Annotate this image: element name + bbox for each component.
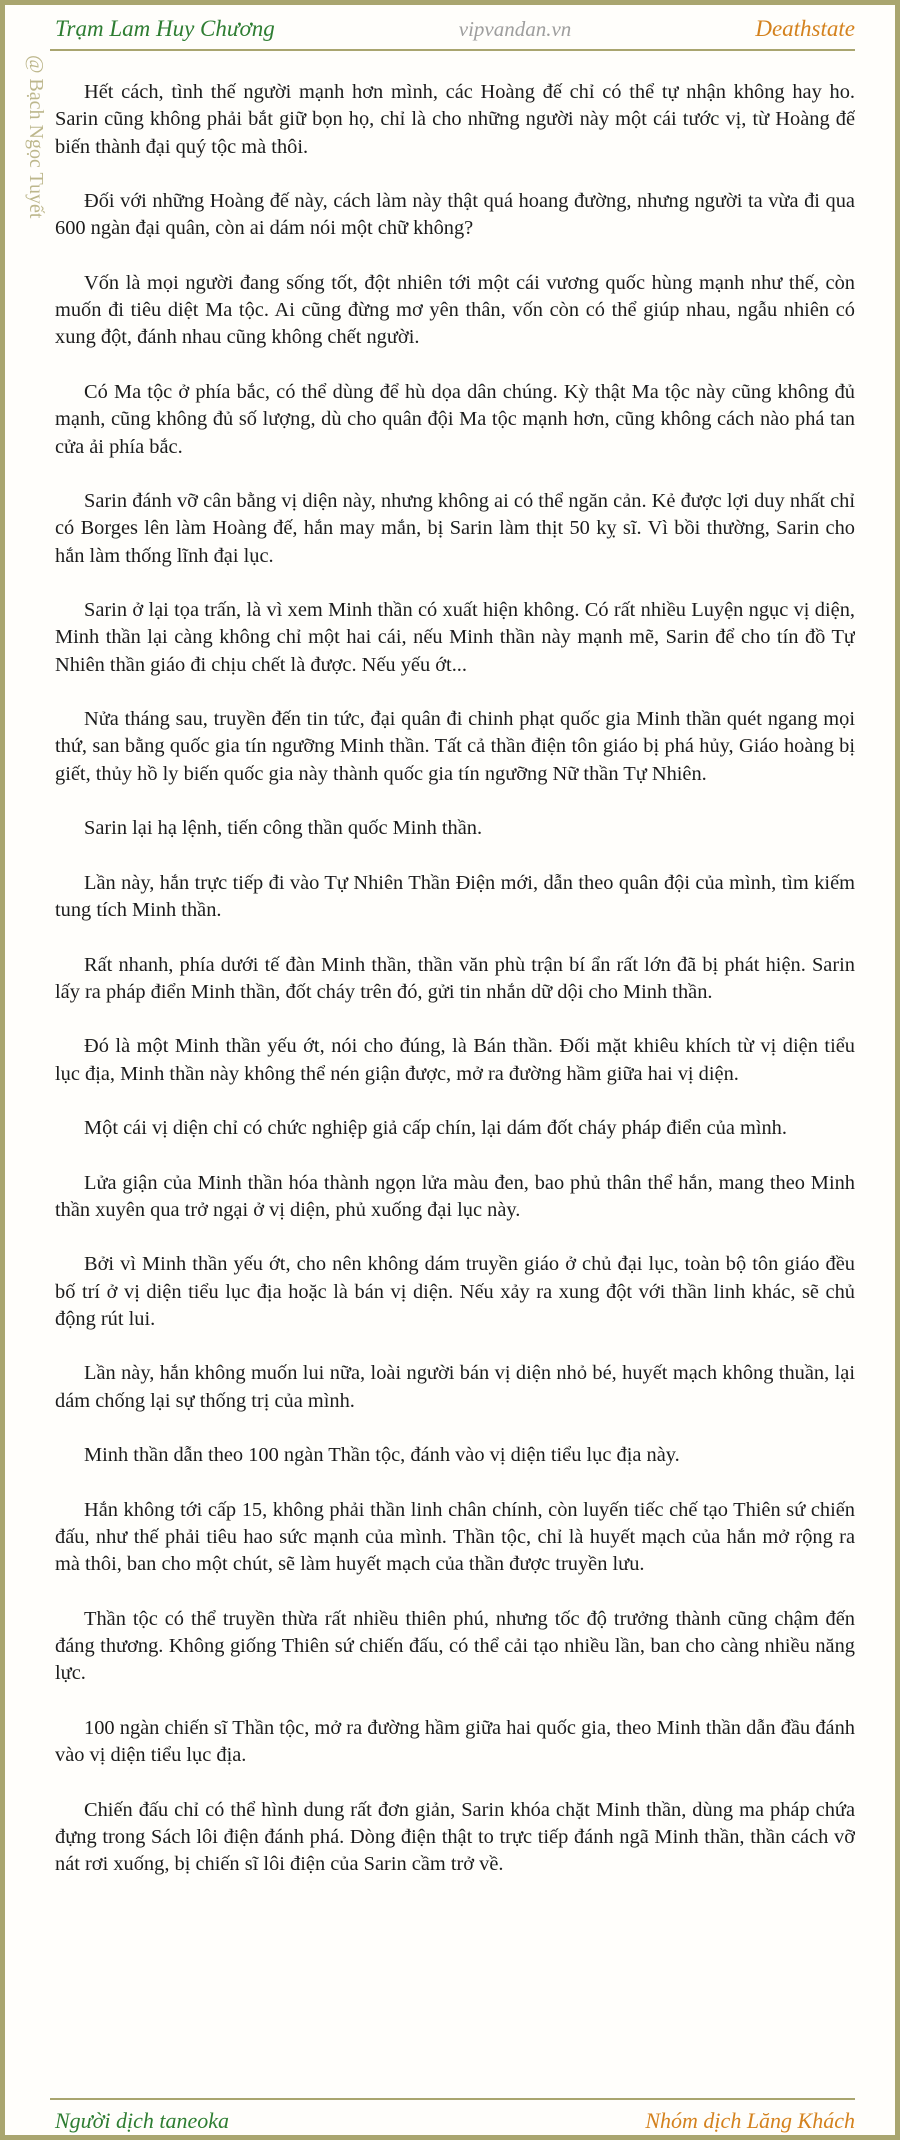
site-name: vipvandan.vn xyxy=(458,16,572,41)
side-watermark: @ Bạch Ngọc Tuyết xyxy=(25,55,47,219)
paragraph-8: Sarin lại hạ lệnh, tiến công thần quốc Minh thần. xyxy=(84,817,483,840)
paragraph-3: Vốn là mọi người đang sống tốt, đột nhiên tới một cái vương quốc hùng mạnh như thế, còn muốn đi tiêu diệt Ma tộc. Ai cũng đừng mơ yên thân, vốn còn có thể giúp nhau, ngẫu nhiên có xung đột, đánh nhau cũng không chết người. xyxy=(55,271,855,349)
translator-credit: Người dịch taneoka xyxy=(55,2108,230,2133)
paragraph-13: Lửa giận của Minh thần hóa thành ngọn lửa màu đen, bao phủ thân thể hắn, mang theo Minh thần xuyên qua trở ngại ở vị diện, phủ xuống đại lục này. xyxy=(55,1171,855,1221)
paragraph-9: Lần này, hắn trực tiếp đi vào Tự Nhiên Thần Điện mới, dẫn theo quân đội của mình, tìm kiếm tung tích Minh thần. xyxy=(55,871,855,922)
paragraph-7: Nửa tháng sau, truyền đến tin tức, đại quân đi chinh phạt quốc gia Minh thần quét ngang mọi thứ, san bằng quốc gia tín ngưỡng Minh thần. Tất cả thần điện tôn giáo bị phá hủy, Giáo hoàng bị giết, thủy hồ ly biến quốc gia này thành quốc gia tín ngưỡng Nữ thần Tự Nhiên. xyxy=(55,708,855,785)
translation-group-credit: Nhóm dịch Lăng Khách xyxy=(645,2108,855,2133)
paragraph-4: Có Ma tộc ở phía bắc, có thể dùng để hù dọa dân chúng. Kỳ thật Ma tộc này cũng không đủ mạnh, cũng không đủ số lượng, dù cho quân đội Ma tộc mạnh hơn, cũng không cách nào phá tan cửa ải phía bắc. xyxy=(55,380,855,458)
paragraph-16: Minh thần dẫn theo 100 ngàn Thần tộc, đánh vào vị diện tiểu lục địa này. xyxy=(84,1444,680,1467)
header-divider xyxy=(50,49,855,51)
paragraph-18: Thần tộc có thể truyền thừa rất nhiều thiên phú, nhưng tốc độ trưởng thành cũng chậm đến đáng thương. Không giống Thiên sứ chiến đấu, có thể cải tạo nhiều lần, ban cho càng nhiều năng lực. xyxy=(55,1607,855,1685)
paragraph-10: Rất nhanh, phía dưới tế đàn Minh thần, thần văn phù trận bí ẩn rất lớn đã bị phát hiện. Sarin lấy ra pháp điển Minh thần, đốt cháy trên đó, gửi tin nhắn dữ dội cho Minh thần. xyxy=(55,953,855,1003)
author-name: Deathstate xyxy=(755,16,855,41)
paragraph-11: Đó là một Minh thần yếu ớt, nói cho đúng, là Bán thần. Đối mặt khiêu khích từ vị diện tiểu lục địa, Minh thần này không thể nén giận được, mở ra đường hầm giữa hai vị diện. xyxy=(55,1035,855,1085)
paragraph-2: Đối với những Hoàng đế này, cách làm này thật quá hoang đường, nhưng người ta vừa đi qua 600 ngàn đại quân, còn ai dám nói một chữ không? xyxy=(55,190,855,240)
chapter-body xyxy=(55,79,855,2094)
paragraph-1: Hết cách, tình thế người mạnh hơn mình, các Hoàng đế chỉ có thể tự nhận không hay ho. Sarin cũng không phải bắt giữ bọn họ, chỉ là cho những người này một cái tước vị, từ Hoàng đế biến thành đại quý tộc mà thôi. xyxy=(55,81,855,158)
paragraph-5: Sarin đánh vỡ cân bằng vị diện này, nhưng không ai có thể ngăn cản. Kẻ được lợi duy nhất chỉ có Borges lên làm Hoàng đế, hắn may mắn, bị Sarin làm thịt 50 kỵ sĩ. Vì bồi thường, Sarin cho hắn làm thống lĩnh đại lục. xyxy=(55,490,855,567)
paragraph-14: Bởi vì Minh thần yếu ớt, cho nên không dám truyền giáo ở chủ đại lục, toàn bộ tôn giáo đều bố trí ở vị diện tiểu lục địa hoặc là bán vị diện. Nếu xảy ra xung đột với thần linh khác, sẽ chủ động rút lui. xyxy=(55,1253,855,1330)
paragraph-15: Lần này, hắn không muốn lui nữa, loài người bán vị diện nhỏ bé, huyết mạch không thuần, lại dám chống lại sự thống trị của mình. xyxy=(55,1362,855,1412)
paragraph-12: Một cái vị diện chỉ có chức nghiệp giả cấp chín, lại dám đốt cháy pháp điển của mình. xyxy=(84,1117,787,1140)
page-footer xyxy=(55,2101,855,2141)
page-header xyxy=(55,9,855,49)
paragraph-6: Sarin ở lại tọa trấn, là vì xem Minh thần có xuất hiện không. Có rất nhiều Luyện ngục vị diện, Minh thần lại càng không chỉ một hai cái, nếu Minh thần này mạnh mẽ, Sarin để cho tín đồ Tự Nhiên thần giáo đi chịu chết là được. Nếu yếu ớt... xyxy=(55,599,855,676)
paragraph-19: 100 ngàn chiến sĩ Thần tộc, mở ra đường hầm giữa hai quốc gia, theo Minh thần dẫn đầu đánh vào vị diện tiểu lục địa. xyxy=(55,1716,855,1767)
book-title: Trạm Lam Huy Chương xyxy=(55,16,275,41)
footer-divider xyxy=(50,2098,855,2100)
paragraph-20: Chiến đấu chỉ có thể hình dung rất đơn giản, Sarin khóa chặt Minh thần, dùng ma pháp chứa đựng trong Sách lôi điện đánh phá. Dòng điện thật to trực tiếp đánh ngã Minh thần, thần cách vỡ nát rơi xuống, bị chiến sĩ lôi điện của Sarin cầm trở về. xyxy=(55,1798,855,1876)
paragraph-17: Hắn không tới cấp 15, không phải thần linh chân chính, còn luyến tiếc chế tạo Thiên sứ chiến đấu, như thế phải tiêu hao sức mạnh của mình. Thần tộc, chỉ là huyết mạch của hắn mở rộng ra mà thôi, ban cho một chút, sẽ làm huyết mạch của thần được truyền lưu. xyxy=(55,1498,855,1576)
